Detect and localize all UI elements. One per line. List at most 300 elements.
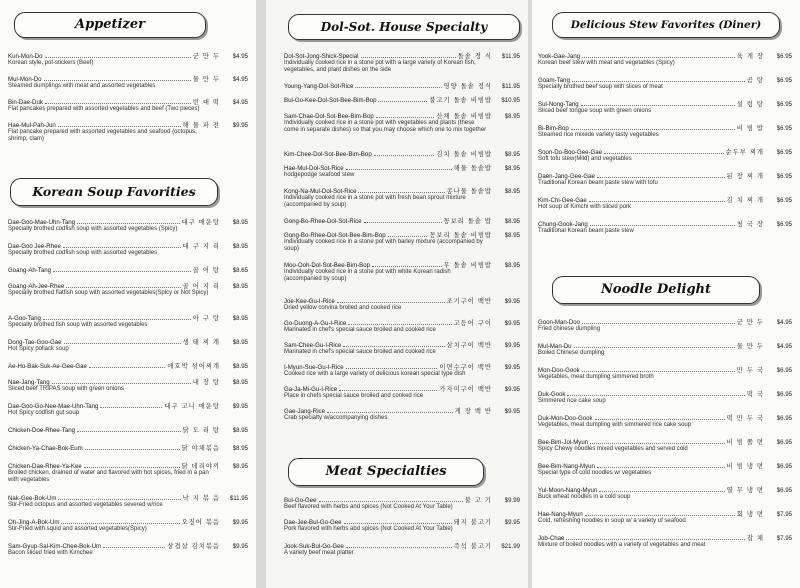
item-name: Soon-Do-Boo-Gee-Gae xyxy=(538,149,603,156)
dot-leader xyxy=(582,318,735,324)
item-description: Buck wheat noodles in a cold soup xyxy=(538,494,631,501)
menu-item-row xyxy=(8,282,248,290)
item-name: Mul-Man-Du xyxy=(538,343,572,350)
item-korean-name: 군 만 두 xyxy=(736,319,764,326)
item-price: $8.95 xyxy=(504,113,520,120)
item-korean-name: 곰 탕 xyxy=(746,77,764,84)
item-price: $7.95 xyxy=(776,511,792,518)
item-name: Bee-Bim-Jol-Myun xyxy=(538,439,589,446)
item-korean-name: 대 구 지 리 xyxy=(182,243,220,250)
item-description: Simmered rice cake soup xyxy=(538,398,606,405)
item-description: Bacon sliced fried with Kimchee xyxy=(8,550,93,557)
section-title: Appetizer xyxy=(14,12,206,38)
menu-item-row xyxy=(538,462,792,470)
item-name: Gong-Bo-Rhee-Dol-Sot-Rice xyxy=(284,218,362,225)
item-description: A variety beef meat platter xyxy=(284,550,354,557)
item-description: Cold, refreshing noodles in soup w/ a variety of seafood xyxy=(538,518,686,525)
item-name: Go-Duong-A-Gu-I-Rice xyxy=(284,320,347,327)
item-korean-name: 불 고 기 xyxy=(464,497,492,504)
item-price: $9.95 xyxy=(504,408,520,415)
item-name: Mon-Doo-Gook xyxy=(538,367,580,374)
menu-item xyxy=(8,518,248,533)
item-korean-name: 설 렁 탕 xyxy=(736,101,764,108)
item-korean-name: 회 냉 면 xyxy=(736,511,764,518)
item-description: Special type of cold noodles w/ vegetables xyxy=(538,470,652,477)
item-price: $4.95 xyxy=(232,99,248,106)
item-name: Chicken-Doe-Rhee-Tang xyxy=(8,427,76,434)
item-description: Traditional Korean beam paste stew xyxy=(538,228,634,235)
item-description: Stir-Fried with squid and assorted vegetables(Spicy) xyxy=(8,526,147,533)
item-price: $8.95 xyxy=(232,283,248,290)
item-korean-name: 오징어 볶음 xyxy=(181,519,220,526)
item-korean-name: 잡 채 xyxy=(746,535,764,542)
item-name: Bul-Go-Gee xyxy=(284,497,317,504)
dot-leader xyxy=(53,266,191,272)
menu-item xyxy=(538,414,792,429)
dot-leader xyxy=(77,426,181,432)
menu-column-3 xyxy=(532,0,800,588)
item-name: Daen-Jang-Gee-Gae xyxy=(538,173,595,180)
menu-item xyxy=(8,494,248,509)
item-korean-name: 꽁보리 돌솥 비빔밥 xyxy=(429,232,492,239)
item-name: Nae-Jang-Tang xyxy=(8,379,50,386)
menu-item xyxy=(8,444,248,452)
item-korean-name: 게 장 백 반 xyxy=(454,408,492,415)
item-price: $8.95 xyxy=(504,218,520,225)
menu-item xyxy=(284,542,520,557)
item-description: Sliced beef tongue soup with green onions xyxy=(538,108,652,115)
item-price: $8.95 xyxy=(232,379,248,386)
dot-leader xyxy=(66,282,180,288)
menu-item xyxy=(8,338,248,353)
item-korean-name: 불고기 돌솥 비빔밥 xyxy=(429,97,492,104)
item-price: $8.95 xyxy=(232,363,248,370)
item-price: $8.95 xyxy=(232,243,248,250)
dot-leader xyxy=(597,462,725,468)
item-description: Dried yellow corvina broiled and cooked rice xyxy=(284,305,402,312)
item-description: Traditional Korean beam paste stew with tofu xyxy=(538,180,658,187)
item-price: $8.95 xyxy=(504,151,520,158)
item-name: Gae-Jang-Rice xyxy=(284,408,325,415)
dot-leader xyxy=(64,338,181,344)
menu-item xyxy=(284,496,520,511)
menu-item xyxy=(8,266,248,274)
dot-leader xyxy=(63,242,181,248)
section-title: Meat Specialties xyxy=(288,458,484,486)
item-description: Pork flavored with herbs abd spices (Not Cooked At Your Table) xyxy=(284,526,453,533)
menu-item-row xyxy=(8,462,248,470)
item-name: Gong-Bo-Rhee-Dol-Sot-Bee-Bim-Bop xyxy=(284,232,386,239)
menu-item-row xyxy=(8,338,248,346)
item-price: $6.95 xyxy=(776,173,792,180)
item-description: Individually cooked rice in a stone pot with barley mixture (accompanied by soup) xyxy=(284,239,483,253)
item-price: $6.95 xyxy=(776,149,792,156)
section-title: Dol-Sot. House Specialty xyxy=(288,14,520,40)
menu-section-meat xyxy=(266,0,528,588)
item-korean-name: 무 돌솥 비빔밥 xyxy=(443,262,492,269)
item-name: Kim-Chi-Gee-Gae xyxy=(538,197,587,204)
item-korean-name: 돼지 불고기 xyxy=(453,519,492,526)
menu-item xyxy=(8,242,248,257)
item-name: Hae-Nang-Myun xyxy=(538,511,583,518)
item-name: Dae-Goo-Mae-Uhn-Tang xyxy=(8,219,76,226)
item-price: $9.95 xyxy=(504,519,520,526)
item-korean-name: 애호박 섞어찌개 xyxy=(167,363,220,370)
item-korean-name: 닭 데리야끼 xyxy=(181,463,220,470)
item-description: Steamed dumplings with meat and assorted vegetables xyxy=(8,83,156,90)
item-korean-name: 닭 야채볶음 xyxy=(181,445,220,452)
item-description: Sliced beef TRIPAS soup with green onions xyxy=(8,386,124,393)
item-korean-name: 대구 고니 매운탕 xyxy=(164,403,220,410)
dot-leader xyxy=(585,510,735,516)
item-description: Individually cooked rice in a stone pot with white Korean radish (accompanied by soup) xyxy=(284,269,451,283)
dot-leader xyxy=(344,518,452,524)
item-price: $6.95 xyxy=(776,125,792,132)
item-korean-name: 물 만 두 xyxy=(736,343,764,350)
item-price: $8.95 xyxy=(232,427,248,434)
item-price: $4.95 xyxy=(232,53,248,60)
item-korean-name: 된 장 찌 개 xyxy=(726,173,764,180)
item-name: Kim-Chee-Dol-Sot-Bee-Bim-Bop xyxy=(284,151,372,158)
item-description: Individually cooked rice in a stone pot with a large variety of Korean fish, vegetables, and plant dishes on the side xyxy=(284,60,476,74)
item-price: $8.65 xyxy=(232,267,248,274)
menu-item xyxy=(8,362,248,370)
item-korean-name: 비 빔 쫄 면 xyxy=(726,439,764,446)
item-korean-name: 이면수구이 백반 xyxy=(439,364,492,371)
menu-item-row xyxy=(538,318,792,326)
item-price: $6.95 xyxy=(776,415,792,422)
menu-item xyxy=(538,390,792,405)
item-description: Place in chefs special sauce broiled and cooked rice xyxy=(284,393,424,400)
item-price: $11.95 xyxy=(501,83,520,90)
item-name: Goang-Ah-Jee-Rhee xyxy=(8,283,65,290)
menu-item xyxy=(8,462,248,484)
menu-item-row xyxy=(8,314,248,322)
menu-section-noodle xyxy=(532,0,800,588)
dot-leader xyxy=(61,518,179,524)
item-name: Nak-Gee-Bok-Um xyxy=(8,495,57,502)
menu-item-row xyxy=(8,444,248,452)
item-name: Oh-Jing-A-Bok-Um xyxy=(8,519,60,526)
item-price: $8.95 xyxy=(232,445,248,452)
item-description: Broiled chicken, drained of water and flavored with hot spices, fried in a pan with vegetables xyxy=(8,470,209,484)
item-name: Chicken-Ya-Chae-Bok-Eum xyxy=(8,445,83,452)
item-description: Specially brothed fish soup with assorted vegetables xyxy=(8,322,148,329)
item-price: $8.95 xyxy=(504,188,520,195)
item-price: $6.95 xyxy=(776,77,792,84)
menu-item-row xyxy=(538,366,792,374)
menu-item xyxy=(538,366,792,381)
menu-item-row xyxy=(538,342,792,350)
dot-leader xyxy=(52,378,191,384)
item-name: Kong-Na-Mul-Dol-Sot-Rice xyxy=(284,188,357,195)
item-price: $6.95 xyxy=(776,391,792,398)
item-description: Specially brothed beef soup with slices of meat xyxy=(538,84,663,91)
menu-item xyxy=(8,426,248,434)
item-price: $6.95 xyxy=(776,439,792,446)
menu-item-row xyxy=(8,542,248,550)
item-korean-name: 해 물 파 전 xyxy=(182,122,220,129)
item-price: $8.95 xyxy=(504,232,520,239)
item-price: $8.95 xyxy=(232,315,248,322)
item-korean-name: 콩나물 돌솥밥 xyxy=(446,188,492,195)
dot-leader xyxy=(595,414,725,420)
item-price: $9.95 xyxy=(232,519,248,526)
item-price: $6.95 xyxy=(776,221,792,228)
menu-item-row xyxy=(8,426,248,434)
menu-item-row xyxy=(8,218,248,226)
item-price: $8.95 xyxy=(504,262,520,269)
item-name: Bin-Dae-Duk xyxy=(8,99,43,106)
menu-item xyxy=(538,486,792,501)
dot-leader xyxy=(567,390,744,396)
item-name: Dae-Jee-Bul-Go-Gee xyxy=(284,519,342,526)
item-name: Sam-Chee-Gu-I-Rice xyxy=(284,342,342,349)
item-korean-name: 대구 매운탕 xyxy=(181,219,220,226)
item-korean-name: 가자미구이 백반 xyxy=(439,386,492,393)
item-price: $4.95 xyxy=(776,319,792,326)
item-description: Vegetables, meat dumpling simmered broth xyxy=(538,374,654,381)
item-description: Crab specialty w/accompanying dishes xyxy=(284,415,388,422)
item-price: $6.95 xyxy=(776,101,792,108)
item-name: Sul-Nong-Tang xyxy=(538,101,579,108)
menu-column-2 xyxy=(266,0,528,588)
item-price: $9.95 xyxy=(504,298,520,305)
dot-leader xyxy=(566,534,744,540)
item-price: $4.95 xyxy=(776,343,792,350)
item-description: Beef flavored with herbs and spices (Not Cooked At Your Table) xyxy=(284,504,453,511)
item-description: Marinated in chef's special sauce broiled and cooked rice xyxy=(284,327,436,334)
menu-item xyxy=(284,518,520,533)
item-description: Specially brothed codfish soup with assorted vegetables xyxy=(8,250,158,257)
dot-leader xyxy=(574,342,735,348)
item-description: Flat pancakes prepared with assorted vegetables and beef (Two pieces) xyxy=(8,106,200,113)
dot-leader xyxy=(77,218,180,224)
item-name: Goam-Tang xyxy=(538,77,570,84)
item-name: Hae-Mul-Pah-Jun xyxy=(8,122,56,129)
item-price: $9.95 xyxy=(504,364,520,371)
item-description: Specially brothed codfish soup with assorted vegetables (Spicy) xyxy=(8,226,178,233)
item-name: Dae-Goo-Go-Nee-Mae-Uhn-Tang xyxy=(8,403,99,410)
item-korean-name: 비 빔 냉 면 xyxy=(726,463,764,470)
menu-item-row xyxy=(538,534,792,542)
item-price: $21.99 xyxy=(501,543,520,550)
dot-leader xyxy=(100,402,162,408)
item-price: $9.95 xyxy=(232,543,248,550)
item-price: $9.99 xyxy=(504,497,520,504)
item-description: Cooked rice with a large variety of delicious korean special type dish xyxy=(284,371,466,378)
menu-item xyxy=(8,282,248,297)
section-title: Delicious Stew Favorites (Diner) xyxy=(552,12,780,38)
item-korean-name: 아 구 탕 xyxy=(192,315,220,322)
menu-item-row xyxy=(538,438,792,446)
item-description: Soft tofu stew(Mild) and vegetables xyxy=(538,156,632,163)
item-korean-name: 생 태 찌 개 xyxy=(182,339,220,346)
item-price: $8.95 xyxy=(232,463,248,470)
menu-item xyxy=(538,510,792,525)
item-korean-name: 즉석 불고기 xyxy=(453,543,492,550)
item-name: Duk-Gook xyxy=(538,391,566,398)
menu-item-row xyxy=(284,518,520,526)
item-price: $6.95 xyxy=(776,53,792,60)
item-name: Mul-Mon-Do xyxy=(8,76,42,83)
dot-leader xyxy=(599,486,724,492)
dot-leader xyxy=(346,542,452,548)
item-korean-name: 물 만 두 xyxy=(192,76,220,83)
item-description: hodgepodge seafood stew xyxy=(284,172,355,179)
item-price: $9.95 xyxy=(232,403,248,410)
menu-item-row xyxy=(538,486,792,494)
item-korean-name: 육 개 장 xyxy=(736,53,764,60)
item-description: Fried chinese dumpling xyxy=(538,326,601,333)
item-name: Yul-Moon-Nang-Myun xyxy=(538,487,598,494)
item-price: $11.95 xyxy=(501,53,520,60)
item-korean-name: 삼치구이 백반 xyxy=(446,342,492,349)
item-name: Job-Chae xyxy=(538,535,565,542)
item-price: $6.95 xyxy=(776,487,792,494)
item-price: $8.95 xyxy=(504,165,520,172)
item-korean-name: 조기구이 백반 xyxy=(446,298,492,305)
dot-leader xyxy=(590,438,725,444)
menu-item-row xyxy=(284,496,520,504)
item-name: Dae-Goo Jee-Rhee xyxy=(8,243,61,250)
item-korean-name: 골 어 지 리 xyxy=(182,283,220,290)
item-price: $4.95 xyxy=(232,76,248,83)
item-price: $10.95 xyxy=(501,97,520,104)
item-description: Individually cooked rice in a stone pot with vegetables and plants (these come in separate dishes) so that you may choose which one to mix together xyxy=(284,120,487,134)
menu-item-row xyxy=(8,362,248,370)
item-name: Sam-Gyup-Sal-Kim-Chee-Bok-Um xyxy=(8,543,102,550)
dot-leader xyxy=(58,494,180,500)
item-korean-name: 돌솥 정 식 xyxy=(457,53,492,60)
item-korean-name: 낙 지 볶 음 xyxy=(182,495,220,502)
menu-item xyxy=(538,534,792,549)
item-description: Specially brothed flatfish soup with assorted vegetables(Spicy or Not Spicy) xyxy=(8,290,209,297)
menu-item-row xyxy=(538,390,792,398)
item-korean-name: 비 빔 밥 xyxy=(736,125,764,132)
item-name: Jook-Suk-Bul-Go-Gee xyxy=(284,543,344,550)
item-name: A-Goo-Tang xyxy=(8,315,41,322)
menu-item xyxy=(538,438,792,453)
menu-item-row xyxy=(8,266,248,274)
item-name: Goon-Man-Doo xyxy=(538,319,580,326)
item-description: Vegetables, meat dumpling with simmered rice cake soup xyxy=(538,422,692,429)
dot-leader xyxy=(85,444,180,450)
item-name: Bee-Bim-Nang-Myun xyxy=(538,463,595,470)
item-name: Moo-Ooh-Dol-Sot-Bee-Bim-Bop xyxy=(284,262,371,269)
item-price: $8.95 xyxy=(232,339,248,346)
dot-leader xyxy=(43,314,191,320)
menu-item-row xyxy=(538,414,792,422)
item-korean-name: 김치 돌솥 비빔밥 xyxy=(436,151,492,158)
item-name: Bul-Go-Kee-Dol-Sot-Bee-Bim-Bop xyxy=(284,97,377,104)
menu-item xyxy=(8,314,248,329)
menu-item-row xyxy=(284,542,520,550)
item-korean-name: 내 장 탕 xyxy=(192,379,220,386)
item-korean-name: 만 두 국 xyxy=(736,367,764,374)
item-name: Joe-Kee-Gu-I-Rice xyxy=(284,298,335,305)
item-korean-name: 빈 대 떡 xyxy=(192,99,220,106)
dot-leader xyxy=(89,362,165,368)
item-description: Stir-Fried octopus and assorted vegetables severed w/rice xyxy=(8,502,163,509)
item-description: Steamed rice mixede variety tasty vegetables xyxy=(538,132,659,139)
item-korean-name: 닭 도 리 탕 xyxy=(182,427,220,434)
dot-leader xyxy=(582,366,735,372)
item-description: Korean beef stew with meat and vegetables (Spicy) xyxy=(538,60,675,67)
item-korean-name: 삼겹살 김치볶음 xyxy=(167,543,220,550)
item-name: Ga-Ja-Mi-Gu-I-Rice xyxy=(284,386,338,393)
menu-item xyxy=(8,542,248,557)
item-korean-name: 떡 국 xyxy=(746,391,764,398)
item-korean-name: 꽁보리 돌솥 밥 xyxy=(443,218,492,225)
menu-item xyxy=(8,218,248,233)
menu-item-row xyxy=(8,242,248,250)
item-name: Chung-Gook-Jang xyxy=(538,221,588,228)
menu-item xyxy=(538,318,792,333)
item-price: $11.95 xyxy=(229,495,248,502)
item-description: Boiled Chinese dumpling xyxy=(538,350,605,357)
dot-leader xyxy=(103,542,165,548)
item-price: $8.95 xyxy=(232,219,248,226)
menu-item-row xyxy=(8,494,248,502)
item-price: $7.95 xyxy=(776,535,792,542)
item-korean-name: 김 치 찌 개 xyxy=(726,197,764,204)
item-description: Flat pancake prepared with assorted vegetables and seafood (octopus, shrimp, clam) xyxy=(8,129,197,143)
item-name: Bi-Bim-Bop xyxy=(538,125,569,132)
item-description: Hot Spicy codfish gut soup xyxy=(8,410,80,417)
item-price: $6.95 xyxy=(776,197,792,204)
item-price: $9.95 xyxy=(504,386,520,393)
menu-column-1 xyxy=(0,0,256,588)
item-name: Yook-Gae-Jang xyxy=(538,53,581,60)
item-description: Hot Spicy pollack soup xyxy=(8,346,69,353)
item-korean-name: 해물 돌솥밥 xyxy=(453,165,492,172)
item-description: Marinated in chef's special sauce broiled and cooked rice xyxy=(284,349,436,356)
dot-leader xyxy=(319,496,463,502)
item-price: $9.95 xyxy=(232,122,248,129)
item-price: $9.95 xyxy=(504,320,520,327)
section-title: Korean Soup Favorities xyxy=(10,178,218,206)
section-title: Noodle Delight xyxy=(552,276,760,304)
item-korean-name: 열 무 냉 면 xyxy=(726,487,764,494)
item-korean-name: 골 어 탕 xyxy=(192,267,220,274)
menu-item-row xyxy=(8,518,248,526)
item-name: Kun-Mon-Do xyxy=(8,53,43,60)
menu-item-row xyxy=(8,378,248,386)
menu-item xyxy=(8,402,248,417)
item-description: Korean style, pot-stickers (Beef) xyxy=(8,60,94,67)
item-korean-name: 영양 돌솥 정식 xyxy=(443,83,492,90)
item-name: Young-Yang-Dol-Sot-Rice xyxy=(284,83,354,90)
item-name: Sam-Chae-Dol-Sot-Bee-Bim-Bop xyxy=(284,113,374,120)
menu-item xyxy=(8,378,248,393)
menu-item xyxy=(538,462,792,477)
item-description: Individually cooked rice in a stone pot with fresh bean sprout mixture (accompanied by soup) xyxy=(284,195,466,209)
item-korean-name: 청 국 장 xyxy=(736,221,764,228)
item-name: Goang-Ah-Tang xyxy=(8,267,52,274)
item-description: Spicy Chewy noodles mixed vegetables and served cold xyxy=(538,446,688,453)
item-korean-name: 산채 돌솥 비빔밥 xyxy=(436,113,492,120)
item-name: Dong-Tae-Goo-Gae xyxy=(8,339,62,346)
menu-item xyxy=(538,342,792,357)
menu-item-row xyxy=(538,510,792,518)
item-korean-name: 떡 만 두 국 xyxy=(726,415,764,422)
menu-section-soup xyxy=(0,0,256,588)
item-name: I-Myun-Sue-Gu-I-Rice xyxy=(284,364,344,371)
item-korean-name: 순두부 찌개 xyxy=(725,149,764,156)
dot-leader xyxy=(84,462,180,468)
item-price: $6.95 xyxy=(776,367,792,374)
